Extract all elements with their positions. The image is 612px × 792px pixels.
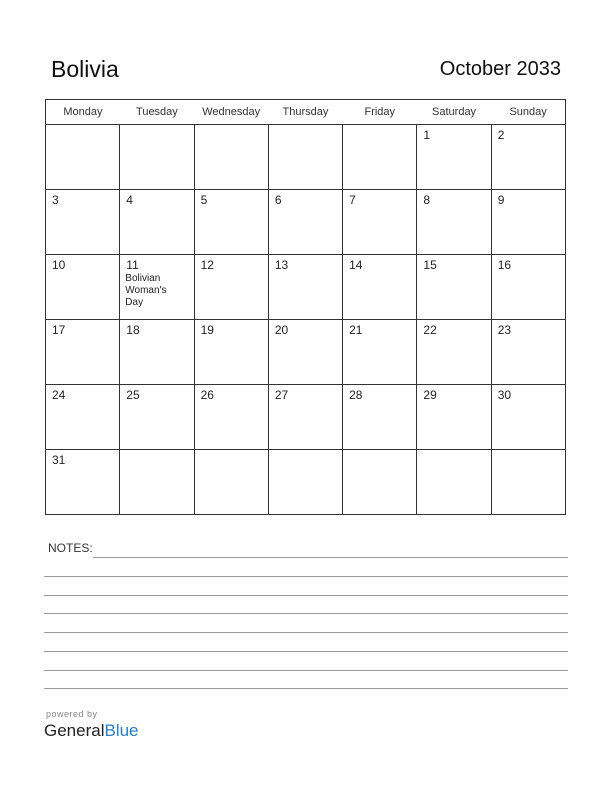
weekday-header: Tuesday xyxy=(120,100,194,125)
powered-by-text: powered by xyxy=(46,709,98,719)
day-cell xyxy=(417,255,491,320)
day-cell xyxy=(417,450,491,515)
day-number: 12 xyxy=(200,258,214,272)
holiday-label: Bolivian Woman's Day xyxy=(125,273,167,308)
day-cell xyxy=(46,320,120,385)
day-number: 15 xyxy=(423,258,437,272)
day-cell xyxy=(120,125,194,190)
day-cell xyxy=(46,255,120,320)
day-number xyxy=(120,125,193,128)
day-cell xyxy=(343,255,417,320)
day-cell xyxy=(120,255,194,320)
notes-line xyxy=(44,576,568,577)
day-number: 18 xyxy=(126,323,140,337)
day-cell xyxy=(268,255,342,320)
day-cell xyxy=(343,385,417,450)
day-cell xyxy=(268,190,342,255)
week-row xyxy=(46,385,566,450)
day-number: 2 xyxy=(497,128,505,142)
day-cell xyxy=(194,385,268,450)
notes-line xyxy=(44,632,568,633)
day-number: 19 xyxy=(200,323,214,337)
day-number xyxy=(343,125,416,128)
day-number: 13 xyxy=(274,258,289,272)
day-cell xyxy=(343,190,417,255)
day-number: 9 xyxy=(497,193,505,207)
day-number: 20 xyxy=(274,323,289,337)
day-cell xyxy=(120,190,194,255)
weekday-header: Monday xyxy=(46,100,120,125)
day-cell xyxy=(491,190,565,255)
country-title: Bolivia xyxy=(51,56,119,82)
day-cell xyxy=(417,125,491,190)
day-number: 8 xyxy=(423,193,431,207)
day-number xyxy=(343,450,416,453)
day-cell xyxy=(268,320,342,385)
day-cell xyxy=(194,450,268,515)
day-cell xyxy=(417,385,491,450)
day-number: 25 xyxy=(126,388,140,402)
day-number: 6 xyxy=(274,193,282,207)
notes-label: NOTES: xyxy=(48,541,93,555)
weekday-header: Saturday xyxy=(417,100,491,125)
day-number: 17 xyxy=(52,323,66,337)
notes-line xyxy=(44,688,568,689)
day-number: 29 xyxy=(423,388,437,402)
day-number: 28 xyxy=(349,388,363,402)
day-cell xyxy=(46,190,120,255)
day-number: 27 xyxy=(274,388,289,402)
day-number: 10 xyxy=(52,258,66,272)
day-number xyxy=(195,125,268,128)
weekday-header-row xyxy=(46,100,566,125)
day-number: 11 xyxy=(126,258,139,272)
day-cell xyxy=(46,125,120,190)
weekday-header: Friday xyxy=(343,100,417,125)
week-row xyxy=(46,450,566,515)
week-row xyxy=(46,320,566,385)
day-number: 7 xyxy=(349,193,356,207)
day-number: 16 xyxy=(497,258,512,272)
weekday-header: Thursday xyxy=(268,100,342,125)
day-number xyxy=(417,450,490,453)
day-cell xyxy=(417,190,491,255)
day-cell xyxy=(491,320,565,385)
day-cell xyxy=(343,320,417,385)
day-number xyxy=(195,450,268,453)
day-cell xyxy=(491,125,565,190)
day-cell xyxy=(46,385,120,450)
day-number: 26 xyxy=(200,388,214,402)
day-number: 1 xyxy=(423,128,431,142)
notes-line xyxy=(44,651,568,652)
day-number: 22 xyxy=(423,323,437,337)
day-cell xyxy=(491,450,565,515)
day-cell xyxy=(268,125,342,190)
day-number: 23 xyxy=(497,323,512,337)
day-number: 3 xyxy=(52,193,59,207)
day-number xyxy=(269,125,342,128)
day-cell xyxy=(343,450,417,515)
day-number xyxy=(269,450,342,453)
notes-line xyxy=(44,670,568,671)
day-number: 5 xyxy=(200,193,208,207)
weekday-header: Sunday xyxy=(491,100,565,125)
day-cell xyxy=(268,385,342,450)
day-number: 31 xyxy=(52,453,66,467)
day-cell xyxy=(194,255,268,320)
day-cell xyxy=(491,385,565,450)
day-cell xyxy=(268,450,342,515)
notes-line xyxy=(93,557,568,558)
day-cell xyxy=(120,320,194,385)
day-number: 30 xyxy=(497,388,512,402)
brand-general: General xyxy=(44,721,105,740)
week-row xyxy=(46,190,566,255)
day-number xyxy=(120,450,193,453)
notes-line xyxy=(44,595,568,596)
calendar-body xyxy=(46,125,566,515)
day-number xyxy=(46,125,119,128)
month-year-title: October 2033 xyxy=(439,58,561,80)
week-row xyxy=(46,125,566,190)
brand-blue: Blue xyxy=(104,721,139,740)
notes-line xyxy=(44,613,568,614)
day-cell xyxy=(417,320,491,385)
day-cell xyxy=(120,450,194,515)
day-cell xyxy=(194,190,268,255)
day-cell xyxy=(194,320,268,385)
day-number: 4 xyxy=(126,193,133,207)
brand-logo[interactable] xyxy=(44,721,139,741)
day-number: 21 xyxy=(349,323,363,337)
weekday-header: Wednesday xyxy=(194,100,268,125)
calendar-grid xyxy=(45,99,566,515)
day-number: 24 xyxy=(52,388,66,402)
day-number xyxy=(492,450,565,453)
day-cell xyxy=(46,450,120,515)
day-cell xyxy=(491,255,565,320)
day-cell xyxy=(120,385,194,450)
day-cell xyxy=(194,125,268,190)
day-cell xyxy=(343,125,417,190)
week-row xyxy=(46,255,566,320)
day-number: 14 xyxy=(349,258,363,272)
